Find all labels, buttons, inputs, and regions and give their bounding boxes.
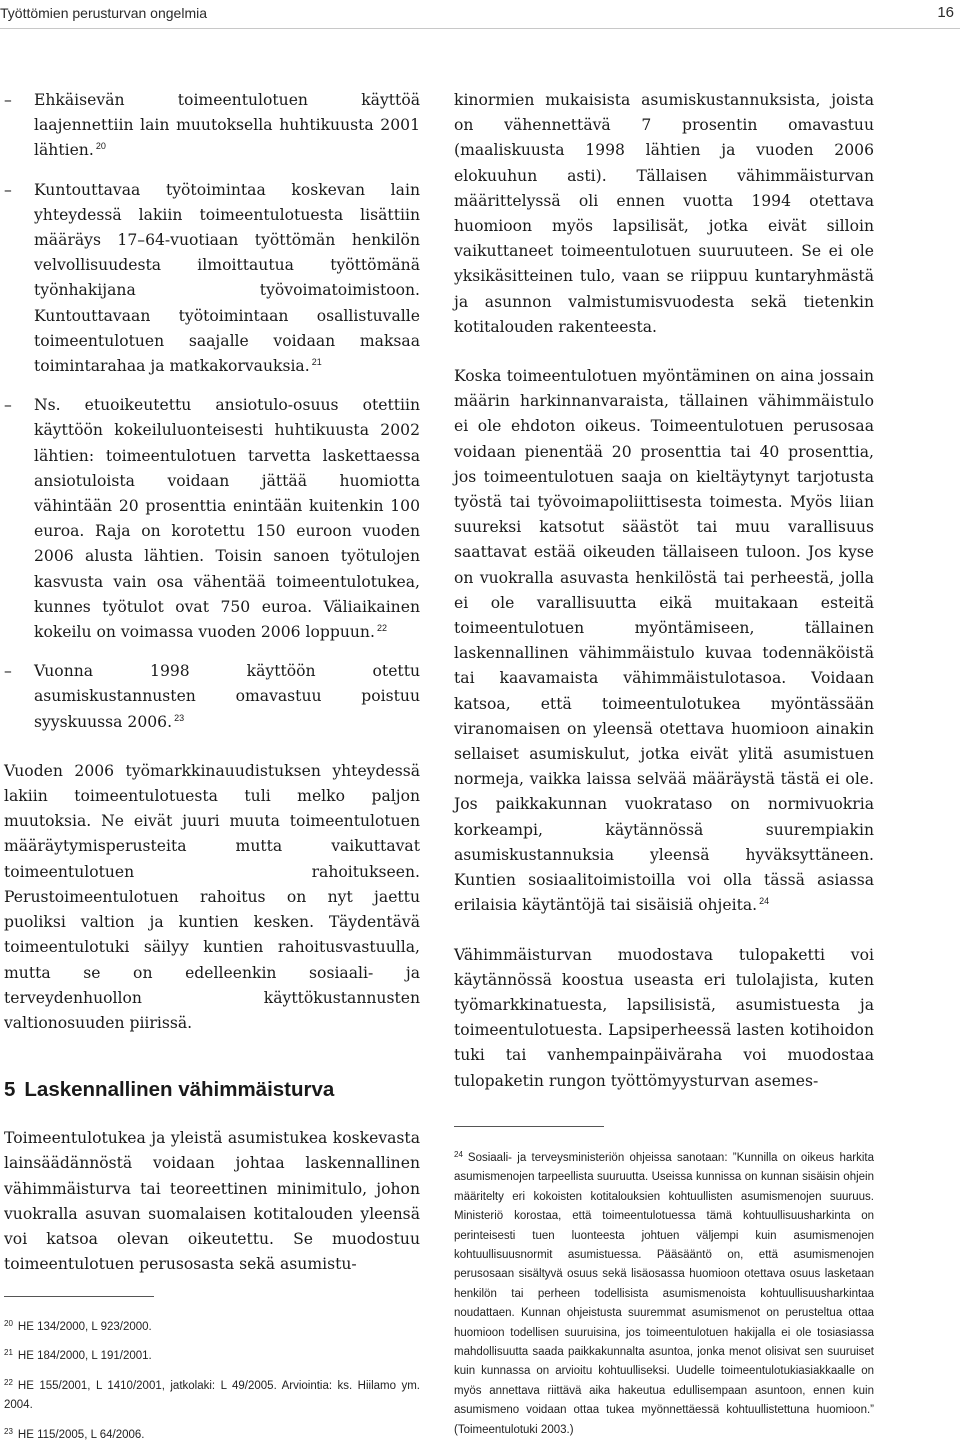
list-item-text: Ehkäisevän toimeentulotuen käyttöä laajennettiin lain muutoksella huhtikuusta 2001 lähtien. xyxy=(34,91,420,160)
footnote-text: HE 155/2001, L 1410/2001, jatkolaki: L 49/2005. Arviointia: ks. Hiilamo ym. 2004. xyxy=(4,1379,420,1412)
list-item xyxy=(4,88,420,164)
right-column xyxy=(454,88,874,1094)
body-paragraph xyxy=(454,364,874,918)
list-item-text: Vuonna 1998 käyttöön otettu asumiskustannusten omavastuu poistuu syyskuussa 2006. xyxy=(34,662,420,731)
list-item xyxy=(4,659,420,735)
body-paragraph: Vähimmäisturvan muodostava tulopaketti voi käytännössä koostua useasta eri tulolajista, kuten työmarkkinatuesta, lapsilisistä, asumistuesta ja toimeentulotuesta. Lapsiperheessä lasten kotihoidon tuki tai vanhempainpäiväraha voi muodostaa tulopaketin rungon työttömyysturvan asemes- xyxy=(454,945,874,1090)
footnote xyxy=(4,1343,420,1366)
footnote xyxy=(4,1422,420,1445)
list-item-text: Kuntouttavaa työtoimintaa koskevan lain yhteydessä lakiin toimeentulotuesta lisättiin määräys 17–64-vuotiaan työttömän henkilön velvollisuudesta ilmoittautua työttömänä työnhakijana työvoimatoimistoon. Kuntouttavaan työtoimintaan osallistuvalle toimeentulotuen saajalle voidaan maksaa toimintarahaa ja matkakorvauksia. xyxy=(34,180,420,376)
footnote-divider xyxy=(454,1126,604,1127)
footnote-ref: 22 xyxy=(376,623,387,634)
footnote-number: 21 xyxy=(4,1348,13,1358)
footnote-number: 24 xyxy=(454,1150,463,1159)
footnotes-left xyxy=(4,1314,420,1445)
footnotes-right xyxy=(454,1145,874,1440)
footnote-number: 20 xyxy=(4,1319,13,1328)
section-number: 5 xyxy=(4,1078,16,1102)
paragraph-text: Koska toimeentulotuen myöntäminen on aina jossain määrin harkinnanvaraista, tällainen vähimmäistulo ei ole ehdoton oikeus. Toimeentulotuen perusosaa voidaan pienentää 20 prosenttia tai 40 prosenttia, jos toimeentulotuen saaja on kieltäytynyt tarjotusta työstä tai työvoimapoliittisesta toimesta. Myös liian suureksi katsotut säästöt tai muu varallisuus saattavat estää oikeuden tällaiseen tuloon. Jos kyse on vuokralla asuvasta henkilöstä tai perheestä, jolla ei ole varallisuutta eikä muitakaan esteitä toimeentulotuen myöntämiseen, tällainen laskennallinen vähimmäistulo kuvaa todennäköistä tai kaavamaista vähimmäistulotasoa. Voidaan katsoa, että toimeentulotukea myöntässään viranomaisen on yleensä otettava huomioon ainakin sellaiset asumiskulut, jotka eivät ylitä asumistuen normeja, vaikka laissa selvää määräystä tästä ei ole. Jos paikkakunnan vuokrataso on normivuokria korkeampi, käytännössä suurempiakin asumiskustannuksia yleensä hyväksyttäneen. Kuntien sosiaalitoimistoilla voi olla tässä asiassa erilaisia käytäntöjä tai sisäisiä ohjeita. xyxy=(454,367,874,915)
left-column xyxy=(4,88,420,1277)
section-title: Laskennallinen vähimmäisturva xyxy=(24,1078,335,1102)
list-item xyxy=(4,393,420,645)
dash-marker: – xyxy=(4,180,12,199)
footnote-ref: 23 xyxy=(174,712,185,723)
header-title: Työttömien perusturvan ongelmia xyxy=(0,5,207,21)
footnote xyxy=(4,1314,420,1337)
footnote-text: HE 115/2005, L 64/2006. xyxy=(17,1428,145,1441)
footnote-divider xyxy=(4,1296,154,1297)
footnote xyxy=(4,1373,420,1416)
list-item-text: Ns. etuoikeutettu ansiotulo-osuus otettiin käyttöön kokeiluluonteisesti huhtikuusta 2002 lähtien: toimeentulotuen tarvetta laskettaessa ansiotuloista voidaan jättää huomiotta vähintään 20 prosenttia enintään kuitenkin 100 euroa. Raja on korotettu 150 euroon vuoden 2006 alusta lähtien. Toisin sanoen työtulojen kasvusta vain osa vähentää toimeentulotukea, kunnes työtulot ovat 750 euroa. Väliaikainen kokeilu on voimassa vuoden 2006 loppuun. xyxy=(34,396,420,642)
body-paragraph: Vuoden 2006 työmarkkinauudistuksen yhteydessä lakiin toimeentulotuesta tuli melko paljon muutoksia. Ne eivät juuri muuta toimeentulotuen määräytymisperusteita mutta vaikuttavat toimeentulotuen rahoitukseen. Perustoimeentulotuen rahoitus on nyt jaettu puoliksi valtion ja kuntien kesken. Täydentävä toimeentulotuki säilyy kuntien rahoitusvastuulla, mutta se on edelleenkin sosiaali- ja terveydenhuollon käyttökustannusten valtionosuuden piirissä. xyxy=(4,761,420,1032)
footnote-ref: 24 xyxy=(759,896,770,907)
body-paragraph: Toimeentulotukea ja yleistä asumistukea koskevasta lainsäädännöstä voidaan johtaa laskennallinen vähimmäisturva tai teoreettinen minimitulo, johon vuokralla asuvan suomalaisen kotitalouden yleensä voi katsoa olevan oikeutettu. Se muodostuu toimeentulotuen perusosasta sekä asumistu- xyxy=(4,1129,420,1274)
footnote-number: 23 xyxy=(4,1426,13,1436)
dash-marker: – xyxy=(4,396,12,415)
section-heading xyxy=(4,1078,420,1102)
footnote-text: HE 134/2000, L 923/2000. xyxy=(17,1321,152,1333)
running-header xyxy=(0,0,960,29)
footnote-ref: 20 xyxy=(95,141,106,152)
footnote xyxy=(454,1145,874,1440)
footnote-ref: 21 xyxy=(311,357,322,368)
footnote-number: 22 xyxy=(4,1377,13,1387)
dash-marker: – xyxy=(4,662,12,681)
page-number: 16 xyxy=(937,4,954,21)
footnote-text: HE 184/2000, L 191/2001. xyxy=(17,1350,152,1363)
dash-marker: – xyxy=(4,91,12,109)
list-item xyxy=(4,178,420,380)
body-paragraph: kinormien mukaisista asumiskustannuksista, joista on vähennettävä 7 prosentin omavastuu (maaliskuusta 1998 lähtien ja vuoden 2006 elokuuhun asti). Tällaisen vähimmäisturvan määrittelyssä oli ennen vuotta 1994 otettava huomioon myös lapsilisät, jotka eivät silloin vaikuttaneet toimeentulotuen suuruuteen. Se ei ole yksikäsitteinen tulo, vaan se riippuu kuntaryhmästä ja asunnon valmistumisvuodesta sekä tietenkin kotitalouden rakenteesta. xyxy=(454,91,874,336)
footnote-text: Sosiaali- ja terveysministeriön ohjeissa sanotaan: ”Kunnilla on oikeus harkita asumismenojen tarpeellista suuruutta. Useissa kunnissa on kunnan sisäisin ohjein määritelty eri kokoisten kotitalouksien kohtuullisten asumismenojen suuruus. Ministeriö korostaa, että toimeentulotuessa tämä kohtuullisuusharkinta on perinteisesti tuen luonteesta johtuen väljempi kuin asumismenojen kohtuullisuusnormit asumistuessa. Pääsääntö on, että asumismenojen perusosaan sisältyvä osuus sekä lisäosassa huomioon otettava osuus lasketaan henkilön tai perheen todellisista asumismenoista kohtuullisuusharkintaa noudattaen. Kunnan ohjeistusta suuremmat asumismenot on perusteltua ottaa huomioon todellisen suuruisina, jos toimeentulotuen hakijalla ei ole tosiasiassa mahdollisuutta saada paikkakunnalta asuntoa, jonka menot olisivat sen suuruiset kuin kunnassa on arvioitu kohtuulliseksi. Uudelle toimeentulotukiasiakkaalle on myös annettava riittävä aika hakeutua edullisempaan asuntoon, ennen kuin asumismeno voidaan ottaa tukea myönnettäessä kohtuullistettuna huomioon.” (Toimeentulotuki 2003.) xyxy=(454,1152,874,1436)
